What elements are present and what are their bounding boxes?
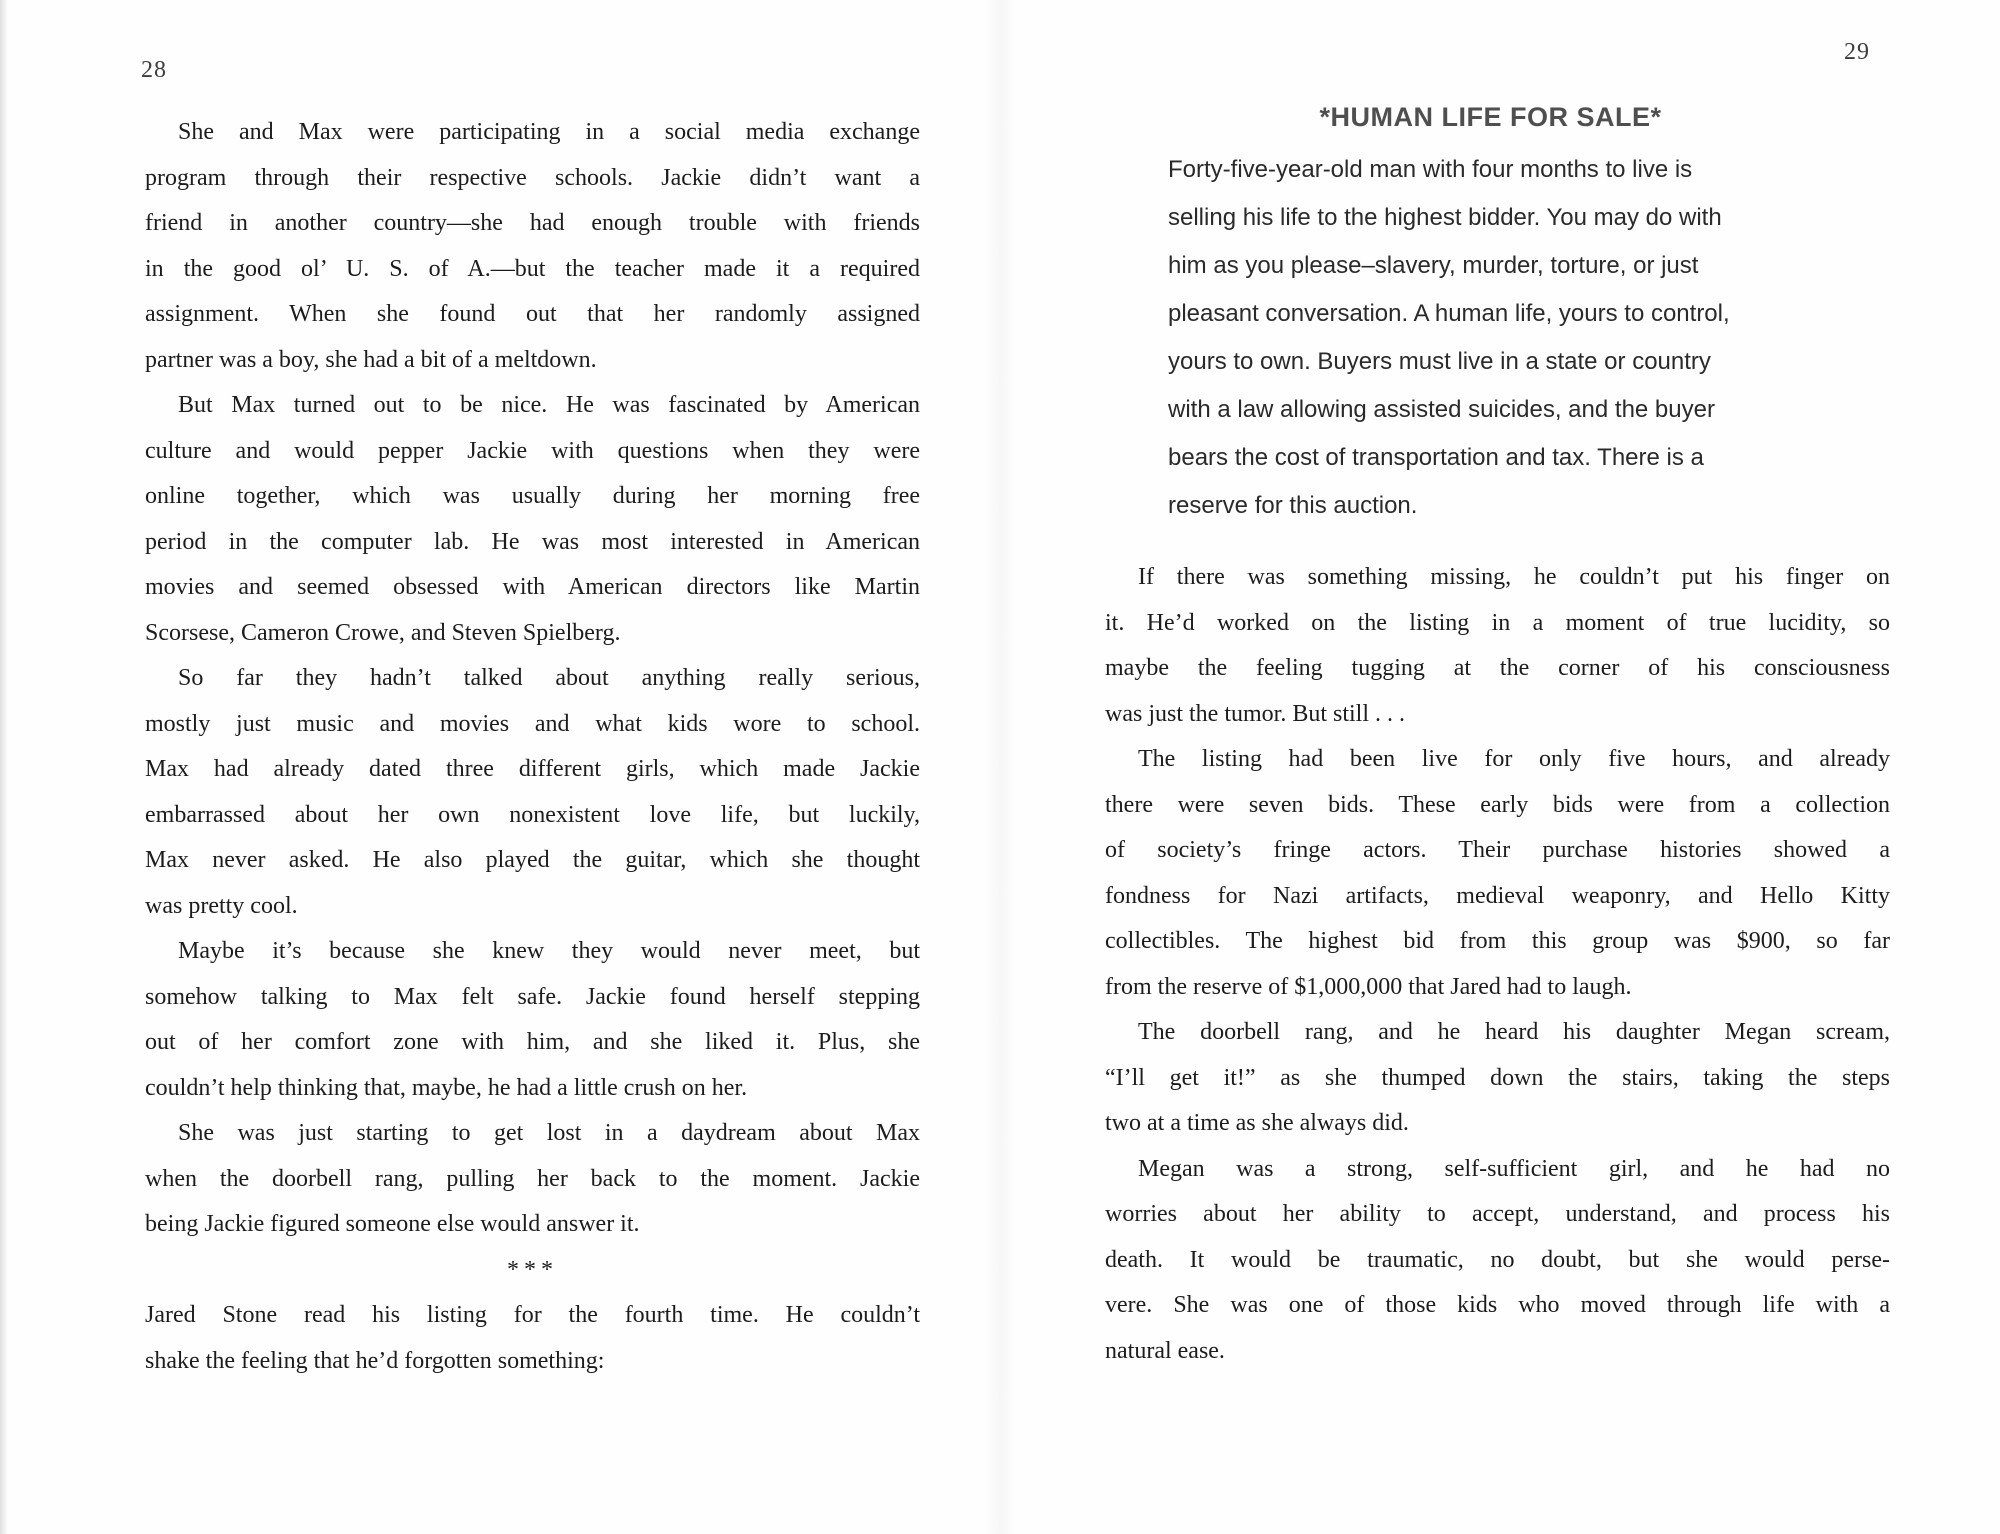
text-line: culture and would pepper Jackie with questions when they were (145, 437, 920, 464)
text-line: So far they hadn’t talked about anything really serious, (178, 665, 920, 691)
text-line: “I’ll get it!” as she thumped down the stairs, taking the steps (1105, 1064, 1890, 1091)
text-line: worries about her ability to accept, understand, and process his (1105, 1201, 1890, 1227)
scene-break: *** (507, 1256, 558, 1283)
text-line: Maybe it’s because she knew they would never meet, but (178, 938, 920, 964)
text-line: yours to own. Buyers must live in a state or country (1168, 348, 1711, 375)
text-line: death. It would be traumatic, no doubt, but she would perse- (1105, 1246, 1890, 1273)
text-line: selling his life to the highest bidder. You may do with (1168, 204, 1722, 231)
text-line: Scorsese, Cameron Crowe, and Steven Spielberg. (145, 619, 621, 646)
text-line: him as you please–slavery, murder, torture, or just (1168, 252, 1699, 279)
text-line: movies and seemed obsessed with American directors like Martin (145, 574, 920, 600)
text-line: Forty-five-year-old man with four months to live is (1168, 156, 1693, 183)
text-line: in the good ol’ U. S. of A.—but the teacher made it a required (145, 255, 920, 282)
text-line: reserve for this auction. (1168, 492, 1418, 519)
page-number-right: 29 (1844, 39, 1870, 65)
text-line: couldn’t help thinking that, maybe, he had a little crush on her. (145, 1074, 748, 1101)
page-29-body-text (1105, 555, 1890, 1374)
text-line: partner was a boy, she had a bit of a meltdown. (145, 346, 597, 373)
text-line: She and Max were participating in a social media exchange (178, 119, 920, 145)
text-line: with a law allowing assisted suicides, and the buyer (1168, 396, 1715, 423)
text-line: pleasant conversation. A human life, yours to control, (1168, 300, 1730, 327)
text-line: shake the feeling that he’d forgotten something: (145, 1347, 605, 1374)
text-line: friend in another country—she had enough trouble with friends (145, 210, 920, 236)
text-line: being Jackie figured someone else would answer it. (145, 1211, 640, 1237)
text-line: Jared Stone read his listing for the fourth time. He couldn’t (145, 1302, 920, 1328)
page-28-body-text (145, 110, 920, 1384)
text-line: If there was something missing, he couldn’t put his finger on (1138, 564, 1890, 590)
text-line: Max had already dated three different girls, which made Jackie (145, 756, 920, 782)
text-line: fondness for Nazi artifacts, medieval weaponry, and Hello Kitty (1105, 882, 1890, 909)
text-line: period in the computer lab. He was most interested in American (145, 528, 920, 555)
text-line: there were seven bids. These early bids were from a collection (1105, 791, 1890, 818)
text-line: embarrassed about her own nonexistent love life, but luckily, (145, 801, 920, 828)
text-line: somehow talking to Max felt safe. Jackie found herself stepping (145, 983, 920, 1010)
text-line: when the doorbell rang, pulling her back to the moment. Jackie (145, 1165, 920, 1192)
text-line: mostly just music and movies and what kids wore to school. (145, 710, 920, 737)
text-line: maybe the feeling tugging at the corner of his consciousness (1105, 655, 1890, 681)
text-line: collectibles. The highest bid from this group was $900, so far (1105, 928, 1890, 954)
text-line: The listing had been live for only five hours, and already (1138, 746, 1890, 772)
text-line: from the reserve of $1,000,000 that Jared had to laugh. (1105, 973, 1632, 1000)
text-line: was pretty cool. (145, 892, 298, 919)
text-line: Max never asked. He also played the guitar, which she thought (145, 847, 920, 873)
text-line: online together, which was usually during her morning free (145, 483, 920, 509)
text-line: assignment. When she found out that her randomly assigned (145, 301, 920, 327)
text-line: was just the tumor. But still . . . (1105, 700, 1406, 727)
page-number-left: 28 (141, 57, 167, 83)
listing-title: *HUMAN LIFE FOR SALE* (1319, 102, 1662, 132)
text-line: But Max turned out to be nice. He was fascinated by American (178, 392, 920, 418)
text-line: of society’s fringe actors. Their purchase histories showed a (1105, 837, 1890, 863)
text-line: program through their respective schools. Jackie didn’t want a (145, 164, 920, 191)
text-line: Megan was a strong, self-sufficient girl, and he had no (1138, 1155, 1890, 1182)
text-line: She was just starting to get lost in a daydream about Max (178, 1120, 920, 1146)
text-line: The doorbell rang, and he heard his daughter Megan scream, (1138, 1019, 1890, 1045)
text-line: bears the cost of transportation and tax. There is a (1168, 444, 1704, 471)
auction-listing-body (1168, 146, 1828, 530)
text-line: two at a time as she always did. (1105, 1110, 1409, 1136)
text-line: out of her comfort zone with him, and she liked it. Plus, she (145, 1029, 920, 1055)
text-line: it. He’d worked on the listing in a moment of true lucidity, so (1105, 609, 1890, 636)
text-line: natural ease. (1105, 1337, 1225, 1364)
text-line: vere. She was one of those kids who moved through life with a (1105, 1292, 1890, 1318)
